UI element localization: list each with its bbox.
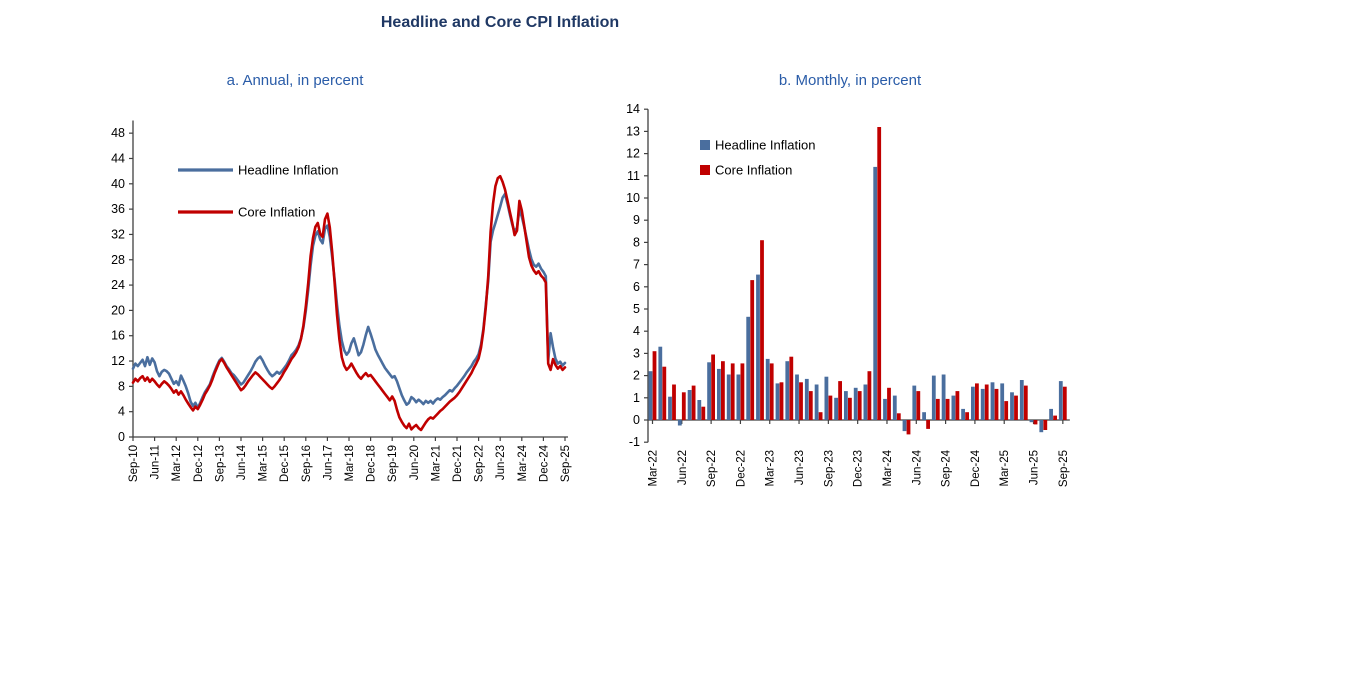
svg-text:Mar-25: Mar-25 [999,450,1012,487]
bar-Dec-23-headline [854,388,858,420]
svg-text:Mar-12: Mar-12 [171,445,184,482]
svg-text:32: 32 [111,227,125,242]
bar-Aug-22-core [701,407,705,420]
svg-text:Sep-22: Sep-22 [706,450,719,488]
bar-Mar-24-core [887,388,891,420]
bar-Oct-24-headline [952,396,956,420]
bar-Nov-22-core [731,363,735,420]
bar-Jan-25-headline [981,389,985,420]
bar-Apr-25-headline [1010,392,1014,420]
svg-text:Mar-23: Mar-23 [764,450,777,487]
svg-text:Dec-22: Dec-22 [735,450,748,488]
bar-Jun-24-core [916,391,920,420]
bar-Aug-24-core [936,399,940,420]
svg-text:9: 9 [633,213,640,228]
svg-text:0: 0 [633,413,640,427]
headline-series-bars [649,167,1063,432]
svg-text:Headline Inflation: Headline Inflation [715,137,816,153]
bar-Feb-23-headline [756,275,760,420]
bar-Feb-23-core [760,240,764,420]
svg-text:Jun-20: Jun-20 [408,445,421,481]
annual-legend [178,163,338,220]
svg-text:Jun-23: Jun-23 [794,450,807,486]
bar-Oct-23-core [838,381,842,420]
bar-Jul-24-headline [922,412,926,420]
svg-text:Sep-24: Sep-24 [940,450,953,488]
svg-text:Mar-24: Mar-24 [516,445,529,482]
monthly-legend [700,138,815,178]
svg-text:Dec-24: Dec-24 [538,445,551,483]
bar-Jun-25-headline [1030,420,1034,422]
bar-Mar-25-core [1004,401,1008,420]
bar-Jun-22-headline [678,420,682,426]
bar-May-24-core [907,420,911,434]
bar-May-24-headline [903,420,907,431]
svg-text:4: 4 [633,324,640,339]
bar-Jul-25-headline [1039,420,1043,432]
svg-text:36: 36 [111,202,125,217]
svg-text:10: 10 [626,191,640,205]
svg-text:Dec-23: Dec-23 [852,450,865,488]
bar-Aug-25-core [1053,416,1057,420]
bar-Mar-24-headline [883,399,887,420]
svg-text:Sep-22: Sep-22 [473,445,486,483]
svg-text:Mar-24: Mar-24 [881,450,894,487]
monthly-panel-title: b. Monthly, in percent [778,72,922,89]
svg-text:1: 1 [633,390,640,405]
svg-text:Dec-21: Dec-21 [452,445,464,483]
bar-Aug-23-headline [815,385,819,421]
bar-Sep-25-core [1063,387,1067,420]
bar-Jun-25-core [1034,420,1038,424]
svg-text:Jun-25: Jun-25 [1028,450,1041,486]
svg-text:16: 16 [111,328,125,343]
svg-text:8: 8 [118,379,125,394]
bar-Aug-23-core [819,412,823,420]
bar-Mar-22-core [653,351,657,420]
annual-chart-svg [88,100,598,530]
bar-Nov-24-headline [961,409,965,420]
bar-Dec-24-core [975,383,979,420]
monthly-chart-svg [605,95,1105,525]
bar-May-23-core [789,357,793,420]
svg-text:Dec-15: Dec-15 [279,445,292,483]
svg-text:Dec-24: Dec-24 [969,450,982,488]
svg-text:5: 5 [633,302,640,316]
bar-Apr-22-headline [658,347,662,420]
bar-Apr-23-headline [776,383,780,420]
svg-text:Mar-15: Mar-15 [257,445,270,482]
svg-text:Sep-23: Sep-23 [823,450,836,488]
svg-text:2: 2 [633,368,640,383]
bar-Aug-22-headline [697,400,701,420]
svg-text:Jun-23: Jun-23 [495,445,508,481]
svg-text:Jun-14: Jun-14 [236,445,248,481]
bar-May-23-headline [785,361,789,420]
bar-Jan-24-core [868,371,872,420]
svg-text:Dec-18: Dec-18 [365,445,378,483]
bar-Jan-23-core [750,280,754,420]
annual-line-chart [88,100,598,530]
svg-text:Sep-25: Sep-25 [560,445,572,483]
svg-text:28: 28 [111,252,125,267]
bar-Oct-23-headline [834,398,838,420]
bar-Aug-25-headline [1049,409,1053,420]
bar-Feb-24-headline [873,167,877,420]
bar-May-22-headline [668,397,672,420]
bar-Feb-24-core [877,127,881,420]
bar-Aug-24-headline [932,376,936,420]
bar-Jul-22-headline [688,390,692,420]
svg-text:Jun-22: Jun-22 [676,450,689,486]
svg-text:0: 0 [118,430,125,444]
bar-Dec-22-headline [737,375,741,421]
bar-Jul-24-core [926,420,930,429]
svg-text:3: 3 [633,346,640,361]
bar-Sep-23-core [829,396,833,420]
svg-text:12: 12 [111,354,125,369]
svg-text:40: 40 [111,176,125,191]
bar-Sep-24-core [946,399,950,420]
bar-Mar-23-headline [766,359,770,420]
svg-text:Jun-11: Jun-11 [149,445,162,480]
svg-text:Core Inflation: Core Inflation [238,204,316,220]
svg-text:Sep-25: Sep-25 [1057,450,1070,488]
bar-Jun-24-headline [912,386,916,420]
bar-Jan-25-core [985,385,989,421]
bar-Mar-25-headline [1000,383,1004,420]
bar-Sep-24-headline [942,375,946,421]
bar-Oct-24-core [956,391,960,420]
bar-Jul-23-core [809,391,813,420]
svg-text:Mar-18: Mar-18 [344,445,356,482]
svg-text:Sep-16: Sep-16 [300,445,313,483]
monthly-bars [649,127,1067,434]
core-series-line [133,176,565,430]
svg-text:Mar-21: Mar-21 [430,445,443,482]
bar-Jul-22-core [692,386,696,420]
bar-Apr-24-core [897,413,901,420]
bar-Apr-24-headline [893,396,897,420]
svg-text:13: 13 [626,124,640,139]
legend-item-core [178,205,315,220]
bar-Nov-23-core [848,398,852,420]
svg-text:4: 4 [118,404,125,419]
monthly-axes [626,102,1070,487]
svg-text:8: 8 [633,235,640,250]
annual-axes [111,121,572,483]
svg-text:24: 24 [111,278,125,293]
bar-May-25-headline [1020,380,1024,420]
svg-text:Core Inflation: Core Inflation [715,162,793,178]
svg-text:20: 20 [111,303,125,318]
monthly-bar-chart [605,95,1105,525]
bar-Jun-23-headline [795,375,799,421]
svg-text:Sep-13: Sep-13 [214,445,227,483]
bar-Nov-24-core [965,412,969,420]
svg-text:14: 14 [626,102,640,117]
chart-title: Headline and Core CPI Inflation [380,14,620,31]
bar-Dec-23-core [858,391,862,420]
svg-text:11: 11 [627,168,640,183]
svg-text:Mar-22: Mar-22 [647,450,660,487]
annual-panel-title: a. Annual, in percent [226,72,364,89]
svg-text:7: 7 [633,257,640,272]
headline-series-line [133,194,565,408]
bar-Nov-23-headline [844,391,848,420]
svg-text:48: 48 [111,126,125,141]
bar-Sep-23-headline [825,377,829,420]
bar-Sep-22-headline [707,362,711,420]
legend-item-headline [700,138,815,153]
bar-Mar-22-headline [649,371,653,420]
bar-Feb-25-headline [991,382,995,420]
svg-text:Sep-10: Sep-10 [128,445,140,483]
bar-Nov-22-headline [727,375,731,421]
svg-text:6: 6 [633,279,640,294]
bar-Sep-22-core [711,355,715,421]
svg-text:12: 12 [626,146,640,161]
bar-Oct-22-headline [717,369,721,420]
legend-item-headline [178,163,338,178]
svg-text:Headline Inflation: Headline Inflation [238,162,339,178]
bar-Mar-23-core [770,363,774,420]
svg-text:44: 44 [111,151,125,166]
legend-item-core [700,163,792,178]
svg-text:-1: -1 [628,435,640,450]
bar-Jun-23-core [799,382,803,420]
bar-Dec-22-core [741,363,745,420]
bar-Jun-22-core [682,392,686,420]
svg-text:Jun-17: Jun-17 [322,445,335,481]
bar-Feb-25-core [995,389,999,420]
svg-text:Jun-24: Jun-24 [911,450,924,486]
bar-Sep-25-headline [1059,381,1063,420]
bar-Jul-23-headline [805,379,809,420]
bar-Oct-22-core [721,361,725,420]
bar-Apr-23-core [780,382,784,420]
bar-May-25-core [1024,386,1028,420]
svg-text:Dec-12: Dec-12 [192,445,205,483]
bar-Jan-24-headline [864,385,868,421]
svg-text:Sep-19: Sep-19 [387,445,400,483]
bar-Jul-25-core [1043,420,1047,430]
bar-Apr-25-core [1014,396,1018,420]
bar-Dec-24-headline [971,387,975,420]
bar-Apr-22-core [662,367,666,420]
bar-Jan-23-headline [746,317,750,420]
bar-May-22-core [672,385,676,421]
